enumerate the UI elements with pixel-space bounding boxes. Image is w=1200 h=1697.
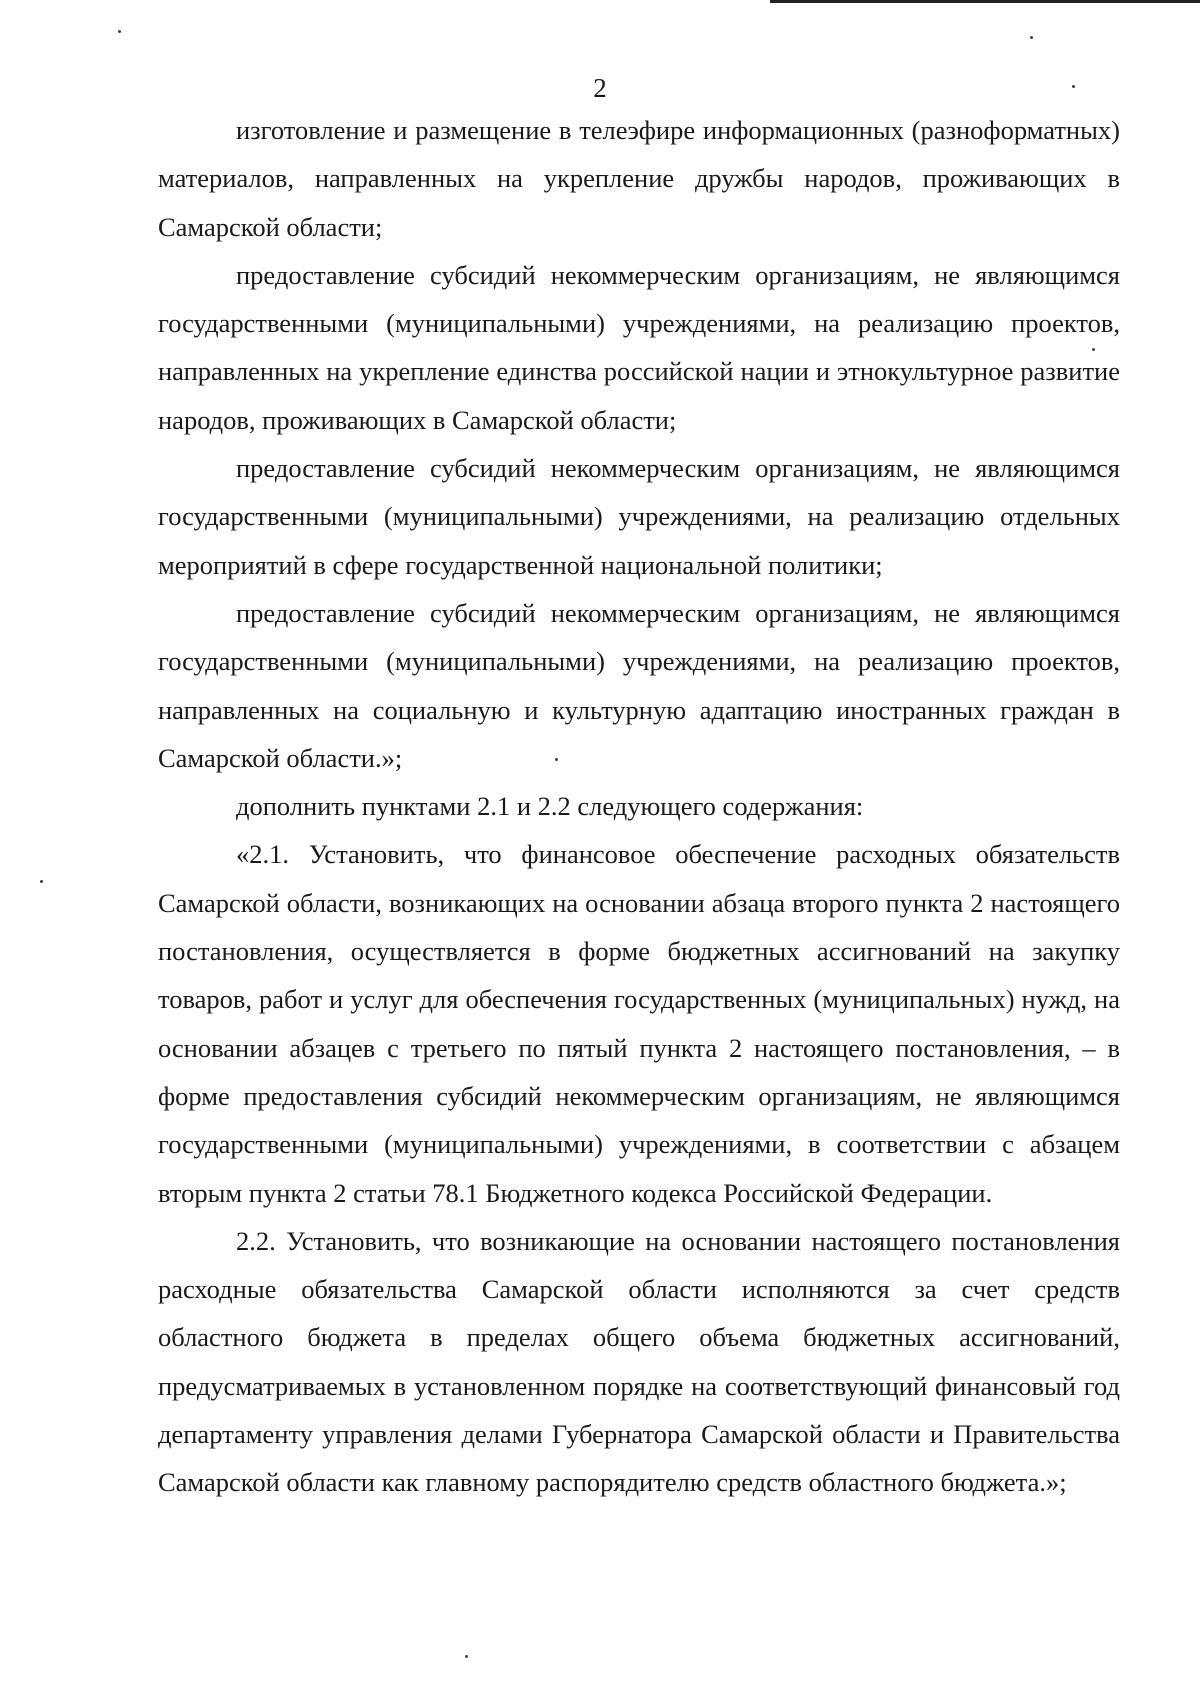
scan-speck — [40, 880, 43, 883]
scan-speck — [118, 30, 121, 33]
paragraph-amendment-intro: дополнить пунктами 2.1 и 2.2 следующего содержания: — [236, 791, 864, 822]
scan-speck — [465, 1655, 468, 1658]
paragraph-clause-2-2: 2.2. Установить, что возникающие на основании настоящего постановления расходные обязательства Самарской области исполняются за счет средств областного бюджета в пределах общего объема бюджетных ассигнований, предусматриваемых в установленном порядке на соответствующий финансовый год департаменту управления делами Губернатора Самарской области и Правительства Самарской области как главному распорядителю средств областного бюджета.»; — [158, 1225, 1120, 1498]
paragraph-subsidy-unity: предоставление субсидий некоммерческим организациям, не являющимся государственными (муниципальными) учреждениями, на реализацию проектов, направленных на укрепление единства российской нации и этнокультурное развитие народов, проживающих в Самарской области; — [158, 259, 1120, 435]
scan-speck — [1030, 36, 1033, 39]
paragraph-clause-2-1: «2.1. Установить, что финансовое обеспечение расходных обязательств Самарской области, возникающих на основании абзаца второго пункта 2 настоящего постановления, осуществляется в форме бюджетных ассигнований на закупку товаров, работ и услуг для обеспечения государственных (муниципальных) нужд, на основании абзацев с третьего по пятый пункта 2 настоящего постановления, – в форме предоставления субсидий некоммерческим организациям, не являющимся государственными (муниципальными) учреждениями, в соответствии с абзацем вторым пункта 2 статьи 78.1 Бюджетного кодекса Российской Федерации. — [158, 839, 1120, 1208]
document-body — [158, 106, 1120, 1507]
scan-edge-line — [770, 0, 1200, 3]
paragraph-subsidy-policy: предоставление субсидий некоммерческим организациям, не являющимся государственными (муниципальными) учреждениями, на реализацию отдельных мероприятий в сфере государственной национальной политики; — [158, 453, 1120, 580]
paragraph-tv-materials: изготовление и размещение в телеэфире информационных (разноформатных) материалов, направленных на укрепление дружбы народов, проживающих в Самарской области; — [158, 115, 1120, 242]
paragraph-subsidy-adaptation: предоставление субсидий некоммерческим организациям, не являющимся государственными (муниципальными) учреждениями, на реализацию проектов, направленных на социальную и культурную адаптацию иностранных граждан в Самарской области.»; — [158, 597, 1120, 773]
page-number: 2 — [593, 73, 607, 103]
